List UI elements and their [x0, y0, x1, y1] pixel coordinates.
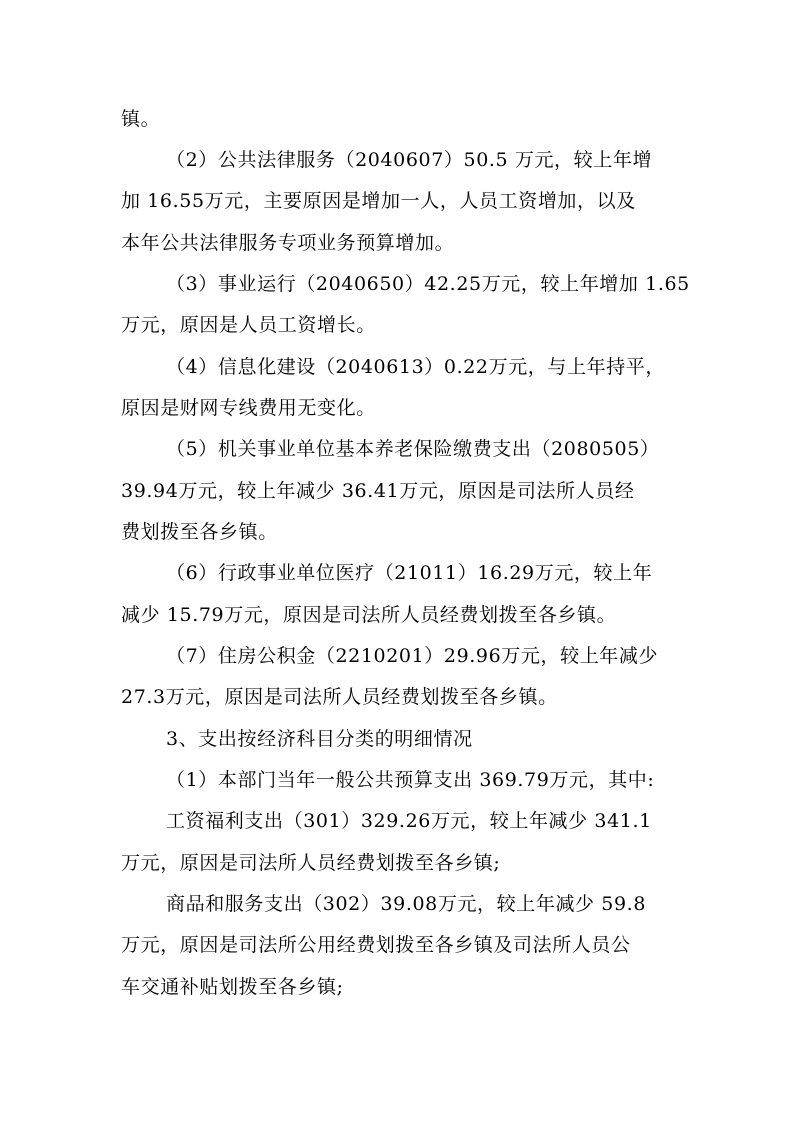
text-line: 商品和服务支出（302）39.08万元，较上年减少 59.8	[166, 893, 647, 915]
section-heading: 3、支出按经济科目分类的明细情况	[166, 728, 473, 750]
text-line: （6）行政事业单位医疗（21011）16.29万元，较上年	[166, 562, 653, 584]
text-line: （3）事业运行（2040650）42.25万元，较上年增加 1.65	[166, 273, 690, 295]
text-line: 镇。	[121, 108, 161, 130]
text-line: 39.94万元，较上年减少 36.41万元，原因是司法所人员经	[121, 480, 635, 502]
text-line: （1）本部门当年一般公共预算支出 369.79万元，其中:	[166, 769, 655, 791]
text-line: 27.3万元，原因是司法所人员经费划拨至各乡镇。	[121, 686, 558, 708]
text-line: （2）公共法律服务（2040607）50.5 万元，较上年增	[166, 149, 653, 171]
text-line: 万元，原因是司法所公用经费划拨至各乡镇及司法所人员公	[121, 934, 631, 956]
text-line: 万元，原因是人员工资增长。	[121, 314, 376, 336]
text-line: 费划拨至各乡镇。	[121, 521, 278, 543]
text-line: （4）信息化建设（2040613）0.22万元，与上年持平，	[166, 356, 666, 378]
text-line: （7）住房公积金（2210201）29.96万元，较上年减少	[166, 645, 659, 667]
text-line: 原因是财网专线费用无变化。	[121, 397, 376, 419]
text-line: 本年公共法律服务专项业务预算增加。	[121, 232, 455, 254]
text-line: （5）机关事业单位基本养老保险缴费支出（2080505）	[166, 438, 660, 460]
text-line: 车交通补贴划拨至各乡镇;	[121, 976, 344, 998]
text-line: 加 16.55万元，主要原因是增加一人，人员工资增加，以及	[121, 190, 636, 212]
text-line: 万元，原因是司法所人员经费划拨至各乡镇;	[121, 852, 501, 874]
text-line: 减少 15.79万元，原因是司法所人员经费划拨至各乡镇。	[121, 604, 617, 626]
text-line: 工资福利支出（301）329.26万元，较上年减少 341.1	[166, 810, 652, 832]
